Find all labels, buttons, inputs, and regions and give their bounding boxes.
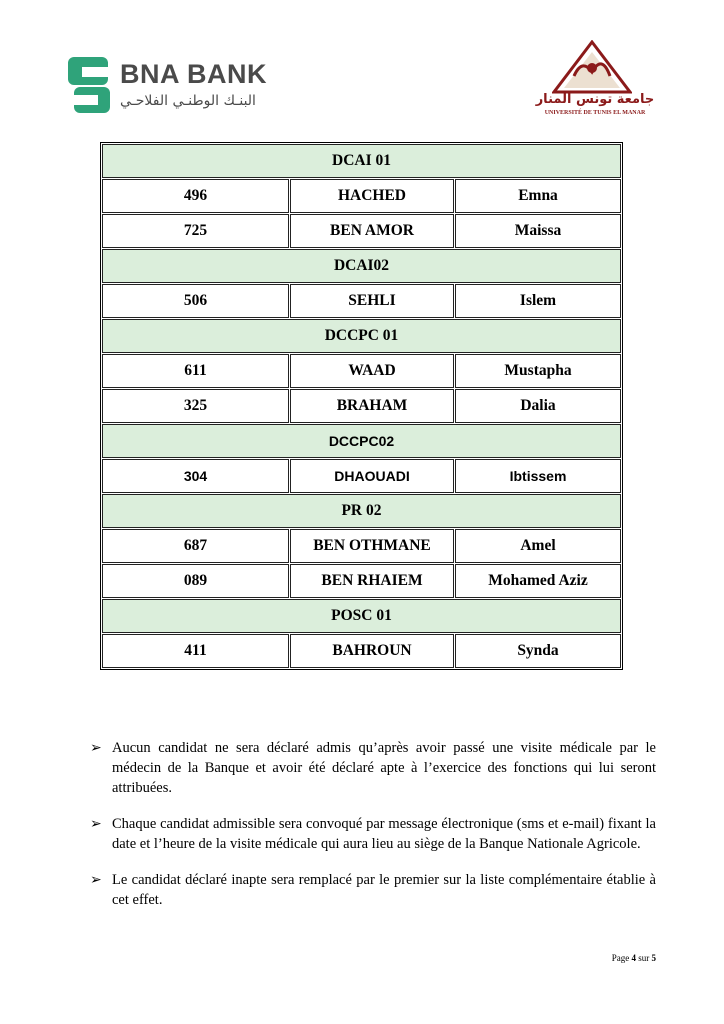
candidate-number: 725 [102, 214, 289, 248]
bna-bank-name: BNA BANK [120, 59, 267, 89]
candidate-row [102, 214, 621, 248]
page-header [0, 0, 724, 130]
group-header-row [102, 144, 621, 178]
note-item [90, 814, 656, 854]
group-header-row [102, 494, 621, 528]
results-grid [101, 143, 622, 669]
candidate-number: 325 [102, 389, 289, 423]
candidate-last-name: HACHED [290, 179, 454, 213]
group-label: DCCPC02 [102, 424, 621, 458]
candidate-last-name: BRAHAM [290, 389, 454, 423]
group-label: PR 02 [102, 494, 621, 528]
candidate-row [102, 284, 621, 318]
note-text: Chaque candidat admissible sera convoqué par message électronique (sms et e-mail) fixant la date et l’heure de la visite médicale qui aura lieu au siège de la Banque Nationale Agricole. [112, 816, 656, 852]
candidate-number: 304 [102, 459, 289, 493]
results-body [102, 144, 621, 668]
candidate-last-name: WAAD [290, 354, 454, 388]
group-header-row [102, 319, 621, 353]
candidate-row [102, 459, 621, 493]
candidate-number: 611 [102, 354, 289, 388]
bna-bank-logo [68, 57, 268, 117]
candidate-first-name: Mustapha [455, 354, 621, 388]
university-latin-name: UNIVERSITÉ DE TUNIS EL MANAR [544, 110, 646, 116]
group-label: POSC 01 [102, 599, 621, 633]
page-label: Page [611, 953, 630, 963]
candidate-first-name: Ibtissem [455, 459, 621, 493]
candidate-last-name: BAHROUN [290, 634, 454, 668]
candidate-row [102, 529, 621, 563]
candidate-number: 089 [102, 564, 289, 598]
results-table [100, 142, 623, 670]
candidate-first-name: Emna [455, 179, 621, 213]
candidate-first-name: Synda [455, 634, 621, 668]
group-label: DCAI02 [102, 249, 621, 283]
candidate-row [102, 354, 621, 388]
note-item [90, 738, 656, 798]
page-of-label: sur [638, 953, 650, 963]
bna-bank-arabic-name: البنـك الوطنـي الفلاحـي [120, 93, 256, 109]
university-arabic-name: جامعة تونس المنار [535, 92, 655, 107]
page-total: 5 [651, 953, 656, 963]
arrow-bullet-icon: ➢ [90, 872, 102, 888]
note-text: Aucun candidat ne sera déclaré admis qu’après avoir passé une visite médicale par le médecin de la Banque et avoir été déclaré apte à l’exercice des fonctions qui lui seront attribuées. [112, 740, 656, 796]
candidate-last-name: DHAOUADI [290, 459, 454, 493]
candidate-number: 506 [102, 284, 289, 318]
group-header-row [102, 599, 621, 633]
arrow-bullet-icon: ➢ [90, 740, 102, 756]
candidate-row [102, 179, 621, 213]
candidate-first-name: Maissa [455, 214, 621, 248]
candidate-last-name: BEN RHAIEM [290, 564, 454, 598]
candidate-last-name: BEN AMOR [290, 214, 454, 248]
group-header-row [102, 424, 621, 458]
arrow-bullet-icon: ➢ [90, 816, 102, 832]
candidate-row [102, 389, 621, 423]
candidate-number: 687 [102, 529, 289, 563]
university-emblem-icon [552, 40, 632, 95]
candidate-last-name: BEN OTHMANE [290, 529, 454, 563]
candidate-first-name: Islem [455, 284, 621, 318]
page-footer [612, 953, 656, 963]
candidate-row [102, 634, 621, 668]
notes-list [90, 738, 656, 926]
page-number: 4 [631, 953, 636, 963]
note-item [90, 870, 656, 910]
candidate-last-name: SEHLI [290, 284, 454, 318]
candidate-first-name: Amel [455, 529, 621, 563]
candidate-first-name: Dalia [455, 389, 621, 423]
group-header-row [102, 249, 621, 283]
group-label: DCAI 01 [102, 144, 621, 178]
university-logo [530, 40, 660, 120]
bna-logo-icon [68, 57, 112, 115]
candidate-first-name: Mohamed Aziz [455, 564, 621, 598]
candidate-row [102, 564, 621, 598]
note-text: Le candidat déclaré inapte sera remplacé par le premier sur la liste complémentaire établie à cet effet. [112, 872, 656, 908]
group-label: DCCPC 01 [102, 319, 621, 353]
candidate-number: 496 [102, 179, 289, 213]
candidate-number: 411 [102, 634, 289, 668]
